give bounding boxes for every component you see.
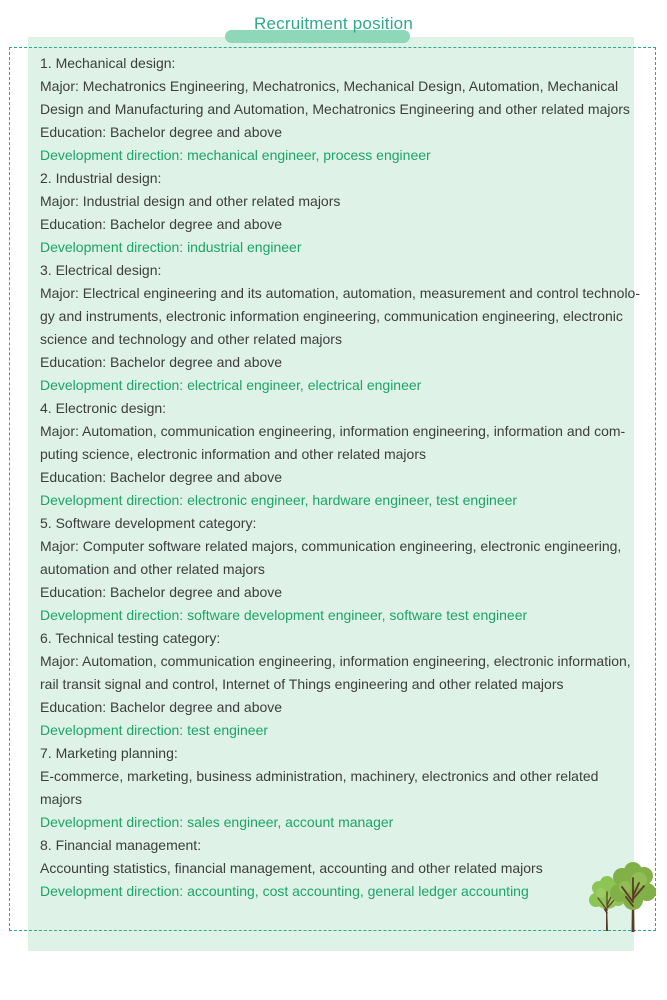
content-line: gy and instruments, electronic information engineering, communication engineering, electronic [40,308,623,324]
development-direction-line: Development direction: electronic engineer, hardware engineer, test engineer [40,492,518,508]
content-line: majors [40,791,83,807]
content-line: Education: Bachelor degree and above [40,584,283,600]
development-direction-line: Development direction: mechanical engineer, process engineer [40,147,431,163]
content-line: 3. Electrical design: [40,262,162,278]
page-title-text: Recruitment position [254,14,413,33]
content-line: E-commerce, marketing, business administration, machinery, electronics and other related [40,768,599,784]
content-line: Major: Electrical engineering and its automation, automation, measurement and control technolo- [40,285,640,301]
content-line: 5. Software development category: [40,515,257,531]
content-line: Education: Bachelor degree and above [40,124,283,140]
page-header [0,13,667,34]
development-direction-line: Development direction: test engineer [40,722,269,738]
content-line: rail transit signal and control, Internet of Things engineering and other related majors [40,676,564,692]
content-line: Design and Manufacturing and Automation, Mechatronics Engineering and other related majors [40,101,630,117]
content-line: Education: Bachelor degree and above [40,216,283,232]
development-direction-line: Development direction: electrical engineer, electrical engineer [40,377,422,393]
content-line: Accounting statistics, financial management, accounting and other related majors [40,860,543,876]
content-line: 4. Electronic design: [40,400,167,416]
content-line: 7. Marketing planning: [40,745,178,761]
content-line: Major: Automation, communication engineering, information engineering, electronic information, [40,653,631,669]
development-direction-line: Development direction: software development engineer, software test engineer [40,607,528,623]
content-line: 1. Mechanical design: [40,55,176,71]
page-title [254,13,413,34]
content-line: Major: Mechatronics Engineering, Mechatronics, Mechanical Design, Automation, Mechanical [40,78,619,94]
content-line: puting science, electronic information and other related majors [40,446,426,462]
content-line: science and technology and other related majors [40,331,342,347]
content-line: Major: Industrial design and other related majors [40,193,341,209]
recruitment-list [40,52,640,903]
development-direction-line: Development direction: accounting, cost accounting, general ledger accounting [40,883,529,899]
content-line: Education: Bachelor degree and above [40,469,283,485]
content-line: 2. Industrial design: [40,170,162,186]
development-direction-line: Development direction: industrial engineer [40,239,302,255]
development-direction-line: Development direction: sales engineer, account manager [40,814,394,830]
content-line: Major: Automation, communication engineering, information engineering, information and com- [40,423,626,439]
content-line: automation and other related majors [40,561,265,577]
content-line: Education: Bachelor degree and above [40,699,283,715]
content-line: Major: Computer software related majors, communication engineering, electronic engineering, [40,538,622,554]
content-line: 6. Technical testing category: [40,630,221,646]
content-line: 8. Financial management: [40,837,202,853]
content-line: Education: Bachelor degree and above [40,354,283,370]
